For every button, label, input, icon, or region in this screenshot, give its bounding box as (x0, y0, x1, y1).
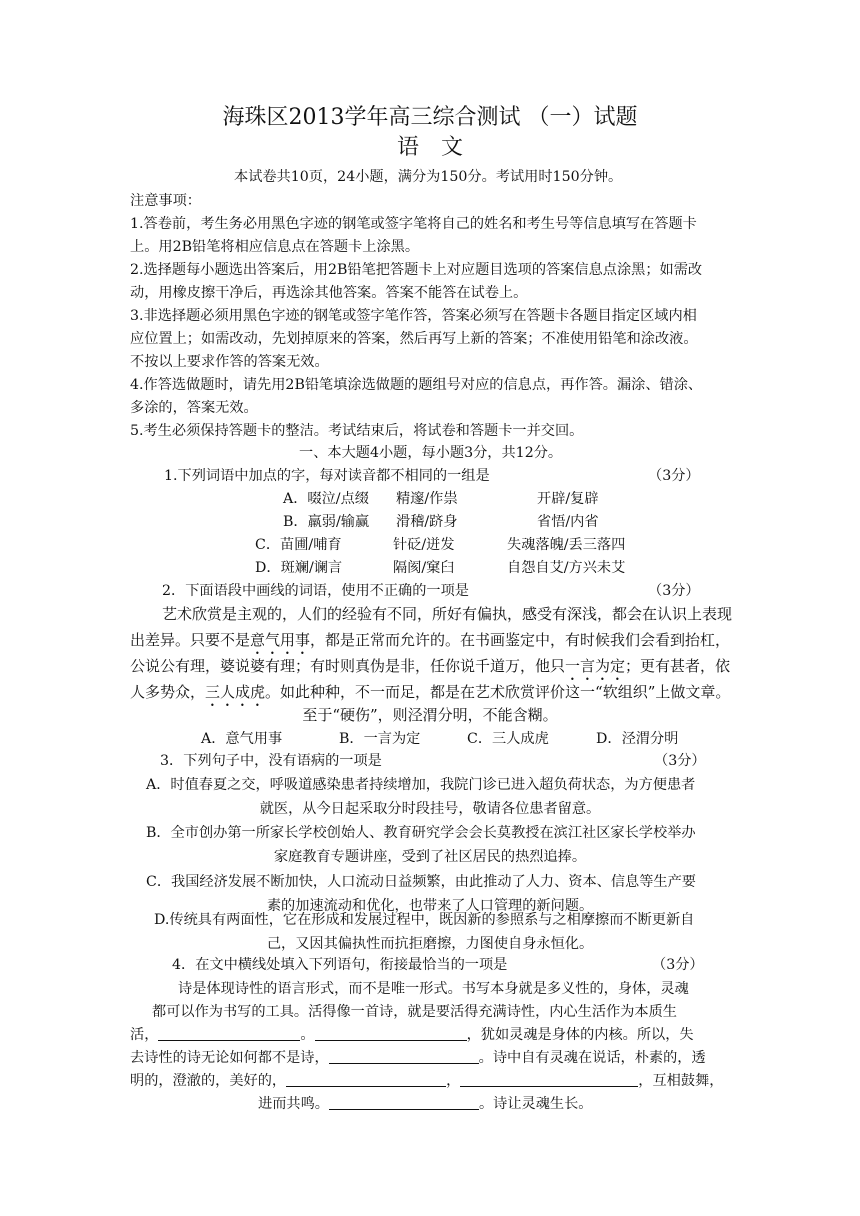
q4-passage-line: 都可以作为书写的工具。活得像一首诗，就是要活得充满诗性，内心生活作为本质生 (152, 1004, 677, 1020)
notes-line: 上。用2B铅笔将相应信息点在答题卡上涂黑。 (130, 239, 420, 255)
q4-score: （3分） (652, 957, 704, 973)
blank-line[interactable] (329, 1048, 479, 1064)
marked-phrase: 意气用事 (250, 631, 311, 649)
q4-passage-line: 去诗性的诗无论如何都不是诗， 。诗中自有灵魂在说话，朴素的，透 (130, 1050, 706, 1066)
q1-option-b-word3: 省悟/内省 (537, 514, 599, 530)
blank-line[interactable] (286, 1071, 446, 1087)
q1-option-d-word2: 隔阂/窠臼 (393, 560, 455, 576)
q2-option-c: C．三人成虎 (467, 731, 549, 747)
q2-passage-line: 至于“硬伤”，则泾渭分明，不能含糊。 (302, 706, 558, 724)
q2-passage-line: 公说公有理，婆说婆有理；有时则真伪是非，任你说千道万，他只一言为定；更有甚者，依 (130, 657, 731, 675)
q3-option-d-cont: 己，又因其偏执性而抗拒磨擦，力图使自身永恒化。 (266, 936, 594, 952)
notes-line: 1.答卷前，考生务必用黑色字迹的钢笔或签字笔将自己的姓名和考生号等信息填写在答题卡 (130, 216, 697, 232)
q3-option-c-cont: 素的加速流动和优化，也带来了人口管理的新问题。 (266, 898, 594, 914)
q4-passage-line: 诗是体现诗性的语言形式，而不是唯一形式。书写本身就是多义性的，身体，灵魂 (178, 981, 689, 997)
notes-line: 3.非选择题必须用黑色字迹的钢笔或签字笔作答，答案必须写在答题卡各题目指定区域内相 (130, 308, 697, 324)
notes-line: 动，用橡皮擦干净后，再选涂其他答案。答案不能答在试卷上。 (130, 285, 528, 301)
q2-passage-line: 艺术欣赏是主观的，人们的经验有不同，所好有偏执，感受有深浅，都会在认识上表现 (162, 605, 733, 623)
notes-line: 不按以上要求作答的答案无效。 (130, 354, 329, 370)
q1-option-c-word3: 失魂落魄/丢三落四 (507, 537, 626, 553)
q3-stem: 3．下列句子中，没有语病的一项是 (160, 753, 382, 769)
q2-passage-line: 人多势众，三人成虎。如此种种，不一而足，都是在艺术欣赏评价这一“软组织”上做文章。 (130, 683, 731, 701)
marked-phrase: 一言为定 (565, 657, 626, 675)
q3-option-b: B．全市创办第一所家长学校创始人、教育研究学会会长莫教授在滨江社区家长学校举办 (146, 825, 696, 841)
q3-option-b-cont: 家庭教育专题讲座，受到了社区居民的热烈追捧。 (273, 849, 587, 865)
q3-option-a-cont: 就医，从今日起采取分时段挂号，敬请各位患者留意。 (259, 801, 601, 817)
notes-line: 应位置上；如需改动，先划掉原来的答案，然后再写上新的答案；不准使用铅笔和涂改液。 (130, 331, 698, 347)
blank-line[interactable] (315, 1025, 467, 1041)
q2-option-d: D．泾渭分明 (596, 731, 679, 747)
q3-option-c: C．我国经济发展不断加快，人口流动日益频繁，由此推动了人力、资本、信息等生产要 (146, 874, 696, 890)
q3-option-d: D.传统具有两面性，它在形成和发展过程中，既因新的参照系与之相摩擦而不断更新自 (154, 912, 695, 928)
q1-option-d: D．斑斓/谰言 (255, 560, 343, 576)
notes-heading: 注意事项： (130, 193, 201, 209)
q1-score: （3分） (648, 468, 700, 484)
q1-option-b: B．羸弱/输赢 (283, 514, 370, 530)
q1-option-c-word2: 针砭/迸发 (393, 537, 455, 553)
q4-passage-line: 活， 。 ，犹如灵魂是身体的内核。所以，失 (130, 1027, 694, 1043)
q4-stem: 4．在文中横线处填入下列语句，衔接最恰当的一项是 (172, 957, 508, 973)
notes-line: 多涂的，答案无效。 (130, 400, 258, 416)
q4-passage-line: 进而共鸣。 。诗让灵魂生长。 (258, 1096, 593, 1112)
notes-line: 5.考生必须保持答题卡的整洁。考试结束后，将试卷和答题卡一并交回。 (130, 423, 584, 439)
subject-title: 语 文 (396, 135, 463, 160)
q2-stem: 2．下面语段中画线的词语，使用不正确的一项是 (162, 583, 469, 599)
q2-score: （3分） (648, 583, 700, 599)
exam-intro: 本试卷共10页，24小题，满分为150分。考试用时150分钟。 (234, 169, 623, 185)
blank-line[interactable] (329, 1094, 479, 1110)
exam-title: 海珠区2013学年高三综合测试 （一）试题 (222, 105, 638, 130)
notes-line: 4.作答选做题时，请先用2B铅笔填涂选做题的题组号对应的信息点，再作答。漏涂、错涂、 (130, 377, 703, 393)
blank-line[interactable] (158, 1025, 300, 1041)
q1-option-b-word2: 滑稽/跻身 (396, 514, 458, 530)
q3-option-a: A．时值春夏之交，呼吸道感染患者持续增加，我院门诊已进入超负荷状态，为方便患者 (146, 777, 696, 793)
q2-passage-line: 出差异。只要不是意气用事，都是正常而允许的。在书画鉴定中，有时候我们会看到抬杠， (130, 631, 731, 649)
q1-option-a-word3: 开辟/复辟 (537, 491, 599, 507)
q1-stem: 1.下列词语中加点的字，每对读音都不相同的一组是 (164, 468, 490, 484)
marked-phrase: 三人成虎 (205, 683, 266, 701)
notes-line: 2.选择题每小题选出答案后，用2B铅笔把答题卡上对应题目选项的答案信息点涂黑；如需改 (130, 262, 703, 278)
blank-line[interactable] (460, 1071, 638, 1087)
q1-option-d-word3: 自怨自艾/方兴未艾 (507, 560, 626, 576)
section-heading: 一、本大题4小题，每小题3分，共12分。 (299, 445, 563, 461)
q2-option-b: B．一言为定 (339, 731, 421, 747)
q1-option-a-word2: 精邃/作祟 (396, 491, 458, 507)
q2-option-a: A．意气用事 (201, 731, 283, 747)
q4-passage-line: 明的，澄澈的，美好的， ， ，互相鼓舞， (130, 1073, 724, 1089)
q1-option-c: C．苗圃/哺育 (255, 537, 342, 553)
q1-option-a: A．啜泣/点缀 (283, 491, 369, 507)
q3-score: （3分） (654, 753, 706, 769)
